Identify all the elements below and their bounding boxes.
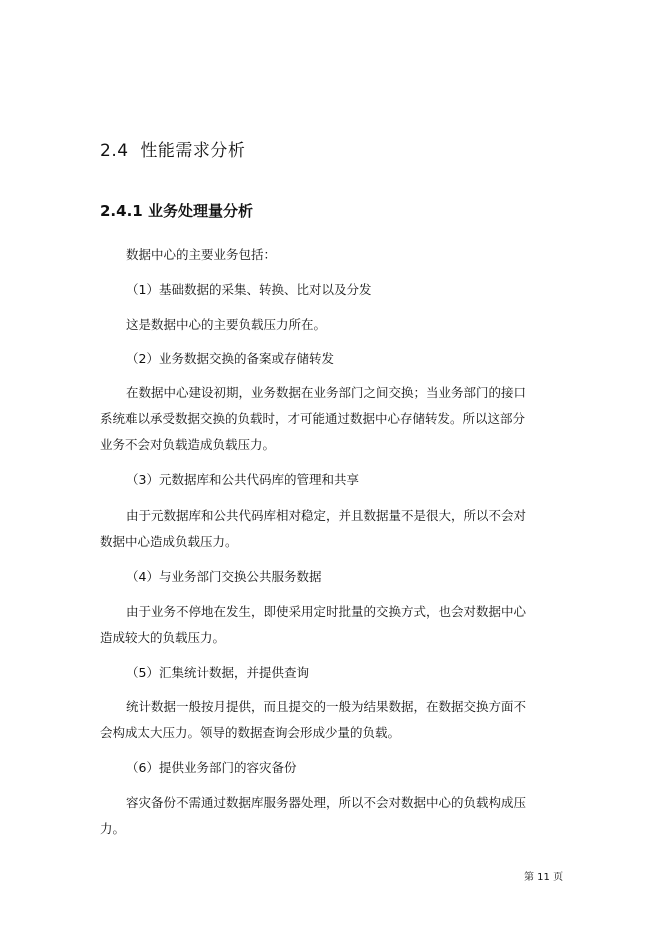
list-item-5: （5）汇集统计数据，并提供查询 xyxy=(126,665,309,680)
page-number: 第 11 页 xyxy=(524,872,564,883)
section-heading xyxy=(100,136,245,161)
section-title: 性能需求分析 xyxy=(140,141,246,161)
section-number: 2.4 xyxy=(100,141,129,161)
paragraph-2-line-3: 业务不会对负载造成负载压力。 xyxy=(100,437,276,452)
list-item-2: （2）业务数据交换的备案或存储转发 xyxy=(126,351,334,366)
paragraph-3-line-1: 由于元数据库和公共代码库相对稳定，并且数据量不是很大，所以不会对 xyxy=(126,508,527,523)
paragraph-4-line-1: 由于业务不停地在发生，即使采用定时批量的交换方式，也会对数据中心 xyxy=(126,604,527,619)
list-item-1: （1）基础数据的采集、转换、比对以及分发 xyxy=(126,282,372,297)
subsection-title: 业务处理量分析 xyxy=(147,202,253,220)
paragraph-5-line-1: 统计数据一般按月提供，而且提交的一般为结果数据，在数据交换方面不 xyxy=(126,699,527,714)
paragraph-3-line-2: 数据中心造成负载压力。 xyxy=(100,534,238,549)
paragraph-6-line-2: 力。 xyxy=(100,821,126,836)
list-item-4: （4）与业务部门交换公共服务数据 xyxy=(126,569,322,584)
paragraph-2-line-1: 在数据中心建设初期，业务数据在业务部门之间交换；当业务部门的接口 xyxy=(126,385,527,400)
list-item-6: （6）提供业务部门的容灾备份 xyxy=(126,760,297,775)
list-item-3: （3）元数据库和公共代码库的管理和共享 xyxy=(126,472,359,487)
subsection-heading xyxy=(100,200,253,221)
paragraph-1: 这是数据中心的主要负载压力所在。 xyxy=(126,317,327,332)
paragraph-intro: 数据中心的主要业务包括： xyxy=(126,247,277,262)
paragraph-6-line-1: 容灾备份不需通过数据库服务器处理，所以不会对数据中心的负载构成压 xyxy=(126,795,527,810)
paragraph-4-line-2: 造成较大的负载压力。 xyxy=(100,630,226,645)
paragraph-5-line-2: 会构成太大压力。领导的数据查询会形成少量的负载。 xyxy=(100,725,401,740)
subsection-number: 2.4.1 xyxy=(100,202,143,220)
paragraph-2-line-2: 系统难以承受数据交换的负载时，才可能通过数据中心存储转发。所以这部分 xyxy=(100,411,526,426)
